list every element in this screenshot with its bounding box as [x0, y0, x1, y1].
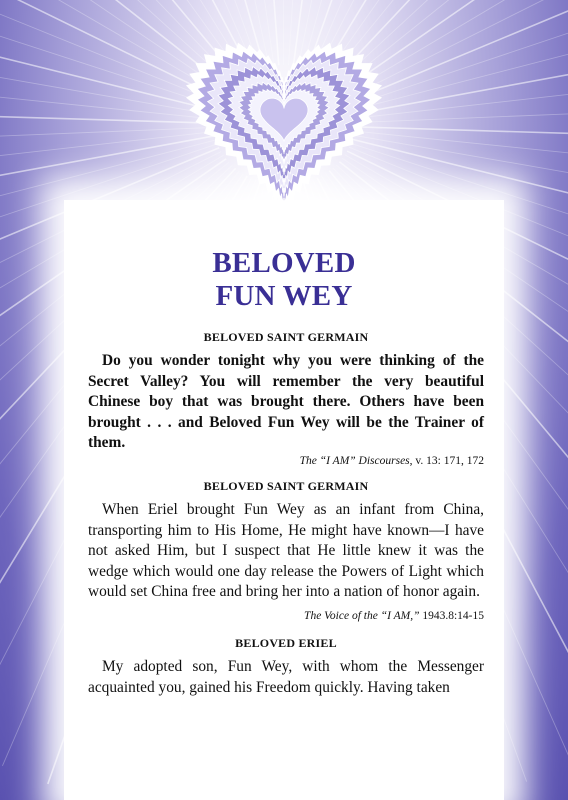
section-1	[88, 330, 484, 467]
section-heading: BELOVED SAINT GERMAIN	[203, 330, 369, 344]
title-line-2: FUN WEY	[215, 280, 353, 313]
section-3	[88, 636, 484, 698]
citation-title: The Voice of the “I AM,”	[304, 609, 420, 622]
citation-ref: , v. 13: 171, 172	[409, 454, 484, 467]
section-text: My adopted son, Fun Wey, with whom the Messenger acquainted you, gained his Freedom quickly. Having taken	[88, 658, 484, 696]
section-2	[88, 479, 484, 627]
citation	[304, 606, 484, 627]
title-line-1: BELOVED	[212, 247, 356, 280]
radiant-heart-icon	[180, 35, 388, 215]
page-title	[64, 247, 504, 313]
citation	[88, 455, 484, 467]
section-text	[88, 500, 484, 622]
citation-ref: 1943.8:14-15	[419, 609, 484, 622]
section-heading: BELOVED SAINT GERMAIN	[203, 479, 369, 493]
section-text-body: When Eriel brought Fun Wey as an infant from China, transporting him to His Home, He might have known—I have not asked Him, but I suspect that He little knew it was the wedge which would one day release the Powers of Light which would set China free and bring her into a nation of honor again.	[88, 501, 484, 601]
section-heading: BELOVED ERIEL	[235, 636, 337, 650]
section-text: Do you wonder tonight why you were thinking of the Secret Valley? You will remember the very beautiful Chinese boy that was brought there. Others have been brought . . . and Beloved Fun Wey will be the Trainer of them.	[88, 352, 484, 452]
citation-title: The “I AM” Discourses	[299, 454, 410, 467]
